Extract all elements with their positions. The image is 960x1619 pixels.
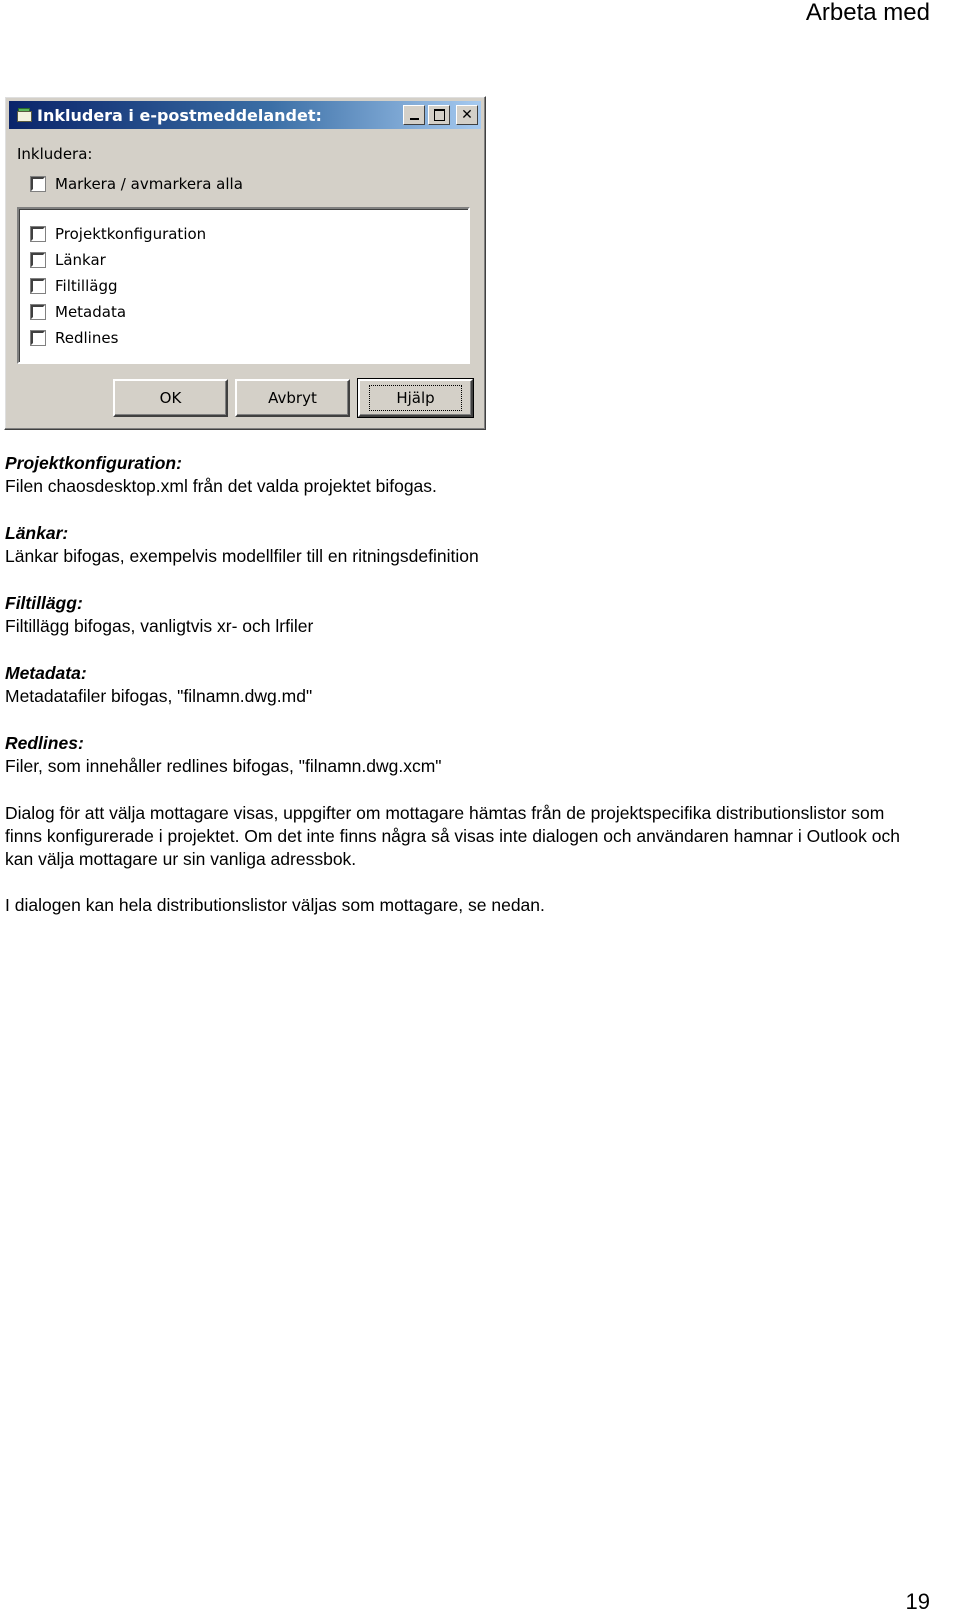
paragraph-distribution-lists: I dialogen kan hela distributionslistor väljas som mottagare, se nedan.	[5, 895, 545, 915]
checkbox-box[interactable]	[31, 227, 45, 241]
include-label: Inkludera:	[17, 145, 93, 163]
maximize-button[interactable]	[428, 105, 450, 125]
ok-button[interactable]: OK	[113, 379, 228, 417]
section-desc: Länkar bifogas, exempelvis modellfiler till en ritningsdefinition	[5, 546, 479, 566]
include-listbox[interactable]	[17, 207, 470, 364]
dialog-title: Inkludera i e-postmeddelandet:	[37, 105, 322, 125]
close-button[interactable]: ✕	[456, 105, 478, 125]
list-item-label: Redlines	[55, 329, 119, 347]
envelope-icon	[15, 106, 33, 124]
list-item-redlines[interactable]	[31, 329, 118, 347]
cancel-button[interactable]: Avbryt	[235, 379, 350, 417]
paragraph-recipients: Dialog för att välja mottagare visas, uppgifter om mottagare hämtas från de projektspecifika distributionslistor som finns konfigurerade i projektet. Om det inte finns några så visas inte dialogen och användaren hamnar i Outlook och kan välja mottagare ur sin vanliga adressbok.	[5, 803, 900, 869]
help-button-label: Hjälp	[369, 385, 461, 411]
section-term: Länkar:	[5, 523, 69, 543]
section-redlines	[5, 732, 925, 778]
list-item-label: Projektkonfiguration	[55, 225, 207, 243]
section-metadata	[5, 662, 925, 708]
checkbox-box[interactable]	[31, 177, 45, 191]
list-item-filtillagg[interactable]	[31, 277, 118, 295]
list-item-projektkonfiguration[interactable]	[31, 225, 206, 243]
page-header: Arbeta med	[805, 0, 930, 26]
document-body	[5, 452, 925, 940]
section-lankar	[5, 522, 925, 568]
checkbox-box[interactable]	[31, 253, 45, 267]
checkbox-box[interactable]	[31, 331, 45, 345]
list-item-label: Filtillägg	[55, 277, 118, 295]
section-desc: Metadatafiler bifogas, "filnamn.dwg.md"	[5, 686, 313, 706]
checkbox-box[interactable]	[31, 305, 45, 319]
list-item-label: Metadata	[55, 303, 127, 321]
section-term: Filtillägg:	[5, 593, 83, 613]
section-term: Redlines:	[5, 733, 84, 753]
list-item-lankar[interactable]	[31, 251, 106, 269]
section-term: Projektkonfiguration:	[5, 453, 182, 473]
section-desc: Filer, som innehåller redlines bifogas, "filnamn.dwg.xcm"	[5, 756, 442, 776]
section-filtillagg	[5, 592, 925, 638]
list-item-metadata[interactable]	[31, 303, 126, 321]
list-item-label: Länkar	[55, 251, 106, 269]
select-all-checkbox[interactable]	[31, 175, 243, 193]
page-number: 19	[905, 1589, 930, 1614]
minimize-button[interactable]	[403, 105, 425, 125]
section-term: Metadata:	[5, 663, 87, 683]
section-projektkonfiguration	[5, 452, 925, 498]
dialog-titlebar[interactable]	[9, 101, 481, 129]
include-dialog	[4, 96, 486, 430]
section-desc: Filen chaosdesktop.xml från det valda projektet bifogas.	[5, 476, 437, 496]
select-all-label: Markera / avmarkera alla	[55, 175, 243, 193]
section-desc: Filtillägg bifogas, vanligtvis xr- och lrfiler	[5, 616, 314, 636]
help-button[interactable]	[358, 379, 473, 417]
checkbox-box[interactable]	[31, 279, 45, 293]
